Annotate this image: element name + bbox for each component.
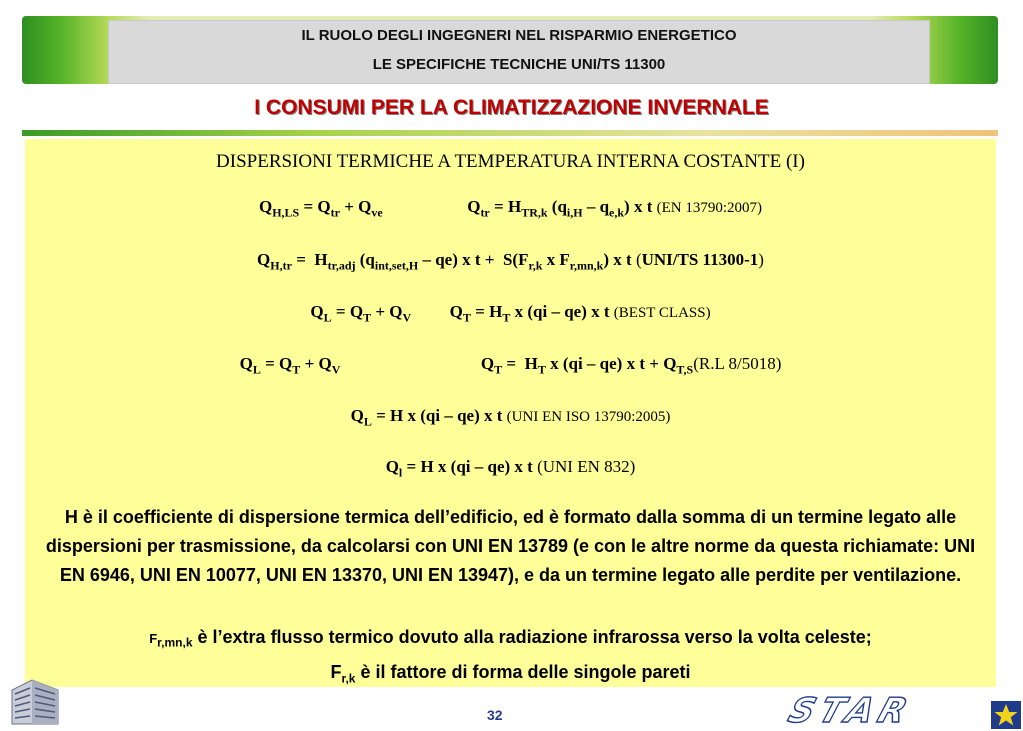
star-logo: STAR <box>783 691 919 731</box>
building-icon <box>6 676 64 726</box>
formula-4-ref: (R.L 8/5018) <box>693 354 782 373</box>
formula-2: $Q_{H,tr} = H_{tr,adj}$ $(q_{int,set,H} - qe)$ x $t + S(F_{r,k}$ x $F_{r,mn,k}$) x t <box>257 250 632 273</box>
header-title-box <box>108 20 930 84</box>
header-line-2: LE SPECIFICHE TECNICHE UNI/TS 11300 <box>372 56 666 73</box>
formula-5-ref: (UNI EN ISO 13790:2005) <box>506 409 671 425</box>
symbol-frk-text: è il fattore di forma delle singole pareti <box>355 661 691 682</box>
symbols-paragraph: $F_{r,mn,k}$ è l’extra flusso termico dovuto alla radiazione infrarossa verso la volta celeste; $F_{r,k}$ è il fattore di forma delle singole pareti <box>149 627 872 686</box>
formula-row-4 <box>25 354 996 377</box>
formula-row-2: $Q_{H,tr} = H_{tr,adj}$ $(q_{int,set,H} - qe)$ x $t + S(F_{r,k}$ x $F_{r,mn,k}$) x t (UNI/TS 11300-1) <box>257 250 764 273</box>
content-panel <box>25 139 996 687</box>
formula-3b: $Q_T = H_T$ x (qi – qe) x t <box>449 302 610 325</box>
formula-row-6 <box>25 457 996 480</box>
formula-6-ref: (UNI EN 832) <box>537 457 636 476</box>
formula-6: $Q_l = H$ x (qi – qe) x t <box>385 457 533 480</box>
formula-5: $Q_L = H$ x (qi – qe) x t <box>350 406 503 429</box>
formula-1b: $Q_{tr} = H_{TR,k}$ $(q_{i,H} - q_{e,k})$ x t <box>467 197 653 220</box>
symbol-frmnk-text: è l’extra flusso termico dovuto alla radiazione infrarossa verso la volta celeste; <box>192 627 872 647</box>
formula-1a: $Q_{H,LS} = Q_{tr} + Q_{ve}$ <box>258 197 383 220</box>
formula-2-ref: UNI/TS 11300-1 <box>641 250 759 269</box>
slide-subtitle: I CONSUMI PER LA CLIMATIZZAZIONE INVERNALE <box>254 96 769 119</box>
definition-paragraph: H è il coefficiente di dispersione termica dell’edificio, ed è formato dalla somma di un termine legato alle dispersioni per trasmissione, da calcolarsi con UNI EN 13789 (e con le altre norme da questa richiamate: UNI EN 6946, UNI EN 10077, UNI EN 13370, UNI EN 13947), e da un termine legato alle perdite per ventilazione. <box>45 507 976 585</box>
formula-row-3 <box>25 302 996 325</box>
formula-row-5 <box>25 406 996 429</box>
section-heading: DISPERSIONI TERMICHE A TEMPERATURA INTERNA COSTANTE (I) <box>216 151 805 172</box>
formula-4a: $Q_L = Q_T + Q_V$ <box>239 354 341 377</box>
page-number: 32 <box>487 707 503 723</box>
header-line-1: IL RUOLO DEGLI INGEGNERI NEL RISPARMIO ENERGETICO <box>301 27 737 44</box>
divider-rule <box>22 130 998 136</box>
formula-3-ref: (BEST CLASS) <box>613 305 711 321</box>
formula-4b: $Q_T = H_T$ x (qi – qe) x $t + Q_{T,S}$ <box>480 354 694 377</box>
formula-1-ref: (EN 13790:2007) <box>656 200 763 216</box>
formula-3a: $Q_L = Q_T + Q_V$ <box>310 302 412 325</box>
star-badge-icon <box>991 701 1021 729</box>
formula-row-1 <box>25 197 996 220</box>
